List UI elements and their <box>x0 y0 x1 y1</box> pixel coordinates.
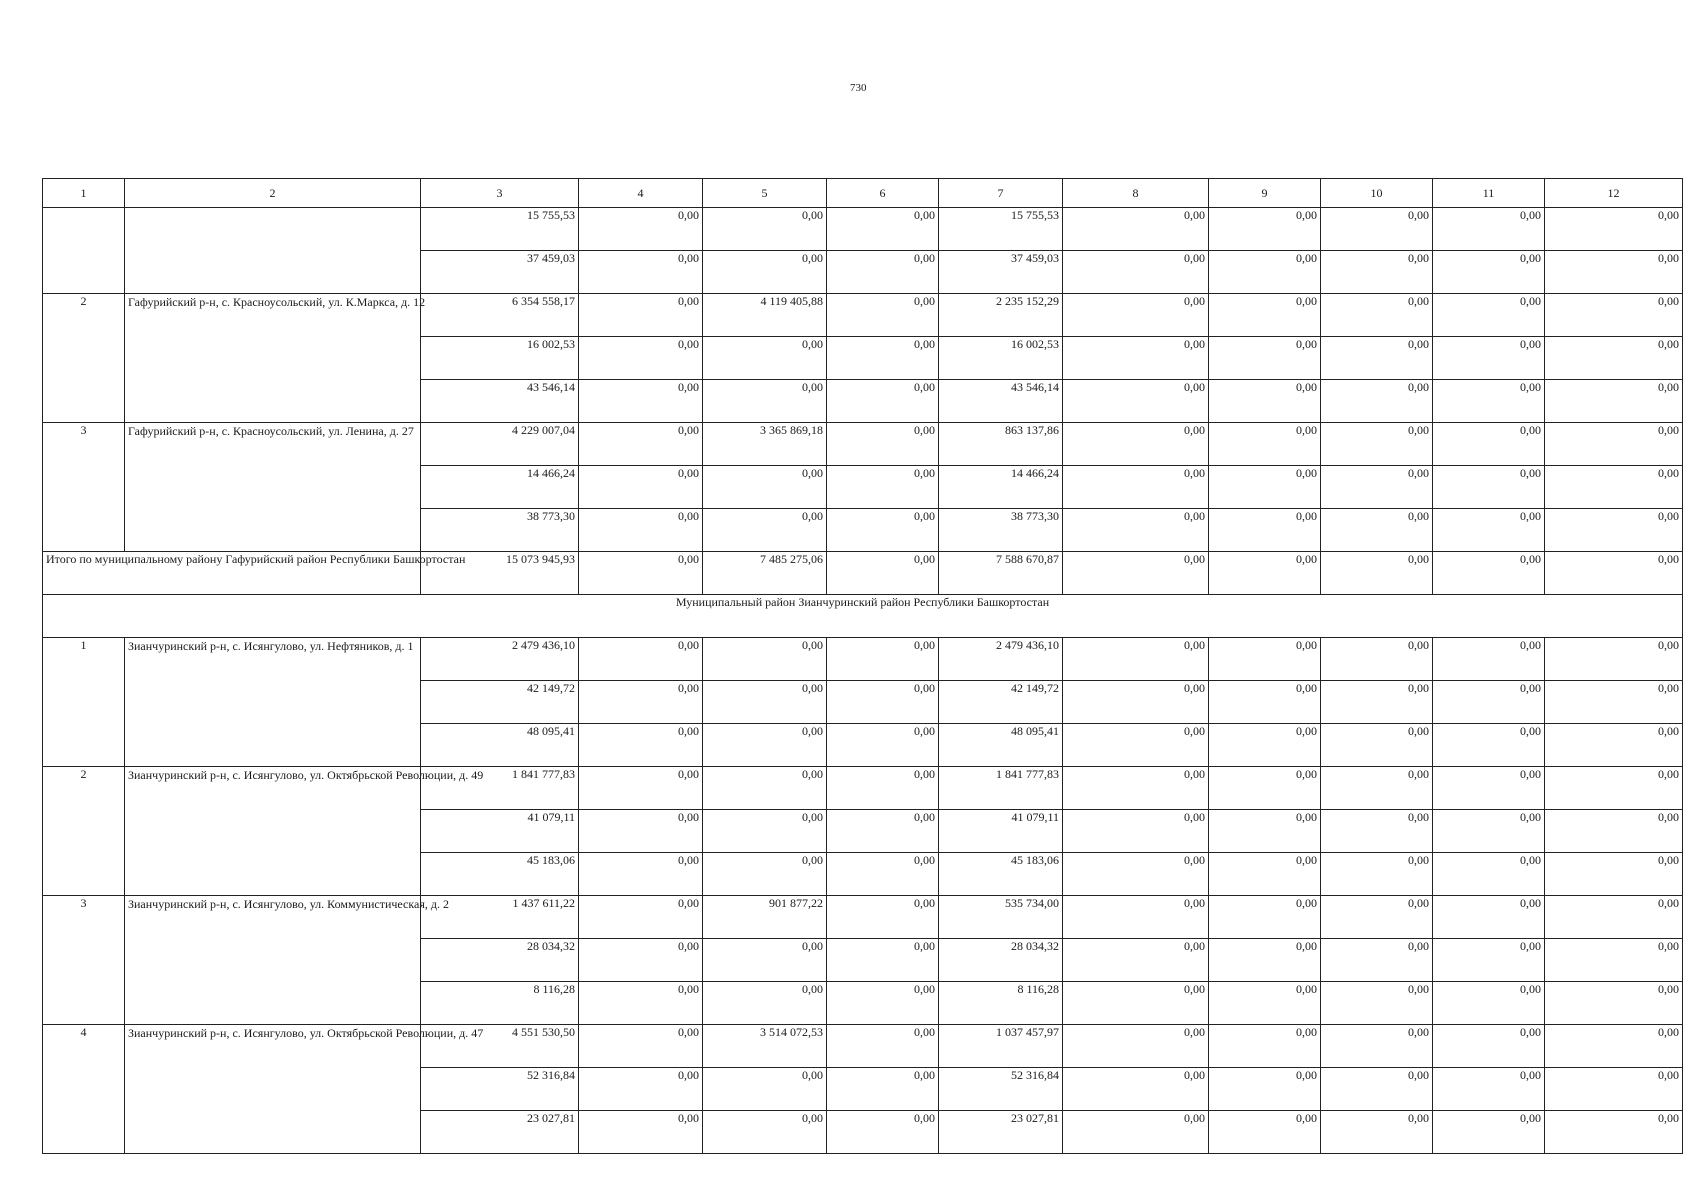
value-cell: 0,00 <box>1063 423 1209 466</box>
value-cell: 0,00 <box>1063 380 1209 423</box>
page-number: 730 <box>850 82 867 94</box>
data-table <box>42 178 1683 1154</box>
value-cell: 2 479 436,10 <box>421 638 579 681</box>
value-cell: 0,00 <box>1321 724 1433 767</box>
value-cell: 0,00 <box>827 767 939 810</box>
value-cell: 0,00 <box>1433 724 1545 767</box>
value-cell: 0,00 <box>827 638 939 681</box>
value-cell: 0,00 <box>1209 1068 1321 1111</box>
value-cell: 0,00 <box>827 982 939 1025</box>
value-cell: 863 137,86 <box>939 423 1063 466</box>
value-cell: 0,00 <box>703 853 827 896</box>
value-cell: 0,00 <box>1433 767 1545 810</box>
value-cell: 0,00 <box>1063 896 1209 939</box>
value-cell: 0,00 <box>703 810 827 853</box>
value-cell: 0,00 <box>1063 724 1209 767</box>
value-cell: 0,00 <box>827 1068 939 1111</box>
value-cell: 1 037 457,97 <box>939 1025 1063 1068</box>
total-value: 0,00 <box>1209 552 1321 595</box>
value-cell: 8 116,28 <box>421 982 579 1025</box>
total-value: 0,00 <box>1063 552 1209 595</box>
value-cell: 52 316,84 <box>939 1068 1063 1111</box>
value-cell: 0,00 <box>1545 767 1683 810</box>
row-index <box>43 208 125 294</box>
value-cell: 0,00 <box>1209 638 1321 681</box>
value-cell: 0,00 <box>1545 509 1683 552</box>
address-cell: Зианчуринский р-н, с. Исянгулово, ул. Октябрьской Революции, д. 47 <box>125 1025 421 1154</box>
value-cell: 0,00 <box>1321 509 1433 552</box>
section-title: Муниципальный район Зианчуринский район Республики Башкортостан <box>43 595 1683 638</box>
value-cell: 0,00 <box>1545 638 1683 681</box>
value-cell: 37 459,03 <box>421 251 579 294</box>
value-cell: 0,00 <box>1063 982 1209 1025</box>
value-cell: 0,00 <box>1545 681 1683 724</box>
value-cell: 0,00 <box>1321 208 1433 251</box>
value-cell: 0,00 <box>1545 853 1683 896</box>
value-cell: 6 354 558,17 <box>421 294 579 337</box>
value-cell: 0,00 <box>703 509 827 552</box>
value-cell: 0,00 <box>579 810 703 853</box>
value-cell: 0,00 <box>1433 337 1545 380</box>
value-cell: 0,00 <box>1321 380 1433 423</box>
value-cell: 14 466,24 <box>939 466 1063 509</box>
value-cell: 0,00 <box>1209 939 1321 982</box>
value-cell: 0,00 <box>1321 982 1433 1025</box>
value-cell: 0,00 <box>1545 208 1683 251</box>
value-cell: 0,00 <box>1063 681 1209 724</box>
value-cell: 0,00 <box>1433 380 1545 423</box>
value-cell: 2 479 436,10 <box>939 638 1063 681</box>
value-cell: 0,00 <box>579 1025 703 1068</box>
header-cell: 4 <box>579 179 703 208</box>
value-cell: 0,00 <box>1545 337 1683 380</box>
value-cell: 0,00 <box>579 509 703 552</box>
value-cell: 0,00 <box>1321 423 1433 466</box>
table-row <box>43 208 1683 251</box>
value-cell: 0,00 <box>1209 380 1321 423</box>
value-cell: 16 002,53 <box>421 337 579 380</box>
value-cell: 0,00 <box>827 208 939 251</box>
value-cell: 0,00 <box>1545 1068 1683 1111</box>
value-cell: 0,00 <box>827 423 939 466</box>
value-cell: 0,00 <box>579 853 703 896</box>
header-cell: 2 <box>125 179 421 208</box>
row-index: 2 <box>43 294 125 423</box>
value-cell: 0,00 <box>1321 1111 1433 1154</box>
value-cell: 0,00 <box>579 638 703 681</box>
value-cell: 0,00 <box>579 337 703 380</box>
value-cell: 0,00 <box>1433 853 1545 896</box>
header-cell: 1 <box>43 179 125 208</box>
value-cell: 0,00 <box>1545 1111 1683 1154</box>
value-cell: 0,00 <box>1063 251 1209 294</box>
header-cell: 6 <box>827 179 939 208</box>
value-cell: 0,00 <box>1321 1025 1433 1068</box>
value-cell: 4 229 007,04 <box>421 423 579 466</box>
value-cell: 45 183,06 <box>421 853 579 896</box>
value-cell: 0,00 <box>827 466 939 509</box>
total-value: 0,00 <box>827 552 939 595</box>
value-cell: 0,00 <box>1209 853 1321 896</box>
address-cell: Зианчуринский р-н, с. Исянгулово, ул. Октябрьской Революции, д. 49 <box>125 767 421 896</box>
value-cell: 0,00 <box>1063 466 1209 509</box>
value-cell: 42 149,72 <box>421 681 579 724</box>
value-cell: 0,00 <box>579 251 703 294</box>
value-cell: 0,00 <box>579 896 703 939</box>
value-cell: 0,00 <box>1433 982 1545 1025</box>
value-cell: 0,00 <box>703 638 827 681</box>
address-cell: Гафурийский р-н, с. Красноусольский, ул. К.Маркса, д. 12 <box>125 294 421 423</box>
value-cell: 37 459,03 <box>939 251 1063 294</box>
value-cell: 14 466,24 <box>421 466 579 509</box>
value-cell: 0,00 <box>1545 423 1683 466</box>
value-cell: 0,00 <box>1209 294 1321 337</box>
value-cell: 0,00 <box>827 896 939 939</box>
value-cell: 23 027,81 <box>939 1111 1063 1154</box>
value-cell: 0,00 <box>703 767 827 810</box>
value-cell: 0,00 <box>1545 294 1683 337</box>
value-cell: 4 551 530,50 <box>421 1025 579 1068</box>
value-cell: 0,00 <box>827 681 939 724</box>
value-cell: 0,00 <box>1321 681 1433 724</box>
value-cell: 0,00 <box>1433 1068 1545 1111</box>
value-cell: 0,00 <box>1063 939 1209 982</box>
value-cell: 1 437 611,22 <box>421 896 579 939</box>
value-cell: 0,00 <box>1321 1068 1433 1111</box>
table-row <box>43 294 1683 337</box>
value-cell: 0,00 <box>1433 1025 1545 1068</box>
value-cell: 3 514 072,53 <box>703 1025 827 1068</box>
value-cell: 8 116,28 <box>939 982 1063 1025</box>
value-cell: 901 877,22 <box>703 896 827 939</box>
value-cell: 535 734,00 <box>939 896 1063 939</box>
value-cell: 0,00 <box>579 208 703 251</box>
value-cell: 0,00 <box>703 939 827 982</box>
value-cell: 0,00 <box>1433 939 1545 982</box>
value-cell: 0,00 <box>1209 896 1321 939</box>
total-label: Итого по муниципальному району Гафурийский район Республики Башкортостан <box>43 552 421 595</box>
value-cell: 16 002,53 <box>939 337 1063 380</box>
value-cell: 0,00 <box>703 337 827 380</box>
value-cell: 0,00 <box>1545 724 1683 767</box>
row-index: 1 <box>43 638 125 767</box>
value-cell: 52 316,84 <box>421 1068 579 1111</box>
value-cell: 0,00 <box>1063 767 1209 810</box>
value-cell: 0,00 <box>1063 638 1209 681</box>
value-cell: 0,00 <box>1433 294 1545 337</box>
value-cell: 41 079,11 <box>421 810 579 853</box>
value-cell: 0,00 <box>1209 1111 1321 1154</box>
value-cell: 0,00 <box>1321 767 1433 810</box>
value-cell: 0,00 <box>579 982 703 1025</box>
value-cell: 0,00 <box>1545 896 1683 939</box>
table-row <box>43 423 1683 466</box>
table-row <box>43 767 1683 810</box>
value-cell: 0,00 <box>1321 466 1433 509</box>
total-value: 15 073 945,93 <box>421 552 579 595</box>
value-cell: 0,00 <box>1321 251 1433 294</box>
value-cell: 0,00 <box>1545 939 1683 982</box>
value-cell: 0,00 <box>1209 466 1321 509</box>
value-cell: 42 149,72 <box>939 681 1063 724</box>
value-cell: 38 773,30 <box>421 509 579 552</box>
address-cell: Зианчуринский р-н, с. Исянгулово, ул. Нефтяников, д. 1 <box>125 638 421 767</box>
value-cell: 0,00 <box>1063 1025 1209 1068</box>
table-row <box>43 896 1683 939</box>
value-cell: 0,00 <box>1209 982 1321 1025</box>
value-cell: 0,00 <box>1209 810 1321 853</box>
value-cell: 1 841 777,83 <box>939 767 1063 810</box>
value-cell: 0,00 <box>1545 982 1683 1025</box>
value-cell: 0,00 <box>703 1111 827 1154</box>
value-cell: 0,00 <box>579 724 703 767</box>
header-cell: 5 <box>703 179 827 208</box>
header-row <box>43 179 1683 208</box>
value-cell: 4 119 405,88 <box>703 294 827 337</box>
value-cell: 0,00 <box>579 423 703 466</box>
value-cell: 0,00 <box>1321 294 1433 337</box>
value-cell: 0,00 <box>1321 853 1433 896</box>
value-cell: 41 079,11 <box>939 810 1063 853</box>
value-cell: 0,00 <box>1209 1025 1321 1068</box>
value-cell: 48 095,41 <box>939 724 1063 767</box>
row-index: 3 <box>43 423 125 552</box>
total-value: 0,00 <box>1321 552 1433 595</box>
value-cell: 0,00 <box>1433 251 1545 294</box>
header-cell: 11 <box>1433 179 1545 208</box>
value-cell: 0,00 <box>1209 208 1321 251</box>
value-cell: 0,00 <box>1433 810 1545 853</box>
value-cell: 0,00 <box>1209 337 1321 380</box>
value-cell: 0,00 <box>1321 810 1433 853</box>
value-cell: 2 235 152,29 <box>939 294 1063 337</box>
value-cell: 3 365 869,18 <box>703 423 827 466</box>
header-cell: 8 <box>1063 179 1209 208</box>
value-cell: 0,00 <box>1433 638 1545 681</box>
value-cell: 0,00 <box>827 294 939 337</box>
row-index: 4 <box>43 1025 125 1154</box>
value-cell: 0,00 <box>1063 810 1209 853</box>
value-cell: 0,00 <box>827 724 939 767</box>
value-cell: 0,00 <box>1545 466 1683 509</box>
value-cell: 0,00 <box>1063 208 1209 251</box>
value-cell: 0,00 <box>827 337 939 380</box>
value-cell: 0,00 <box>1321 638 1433 681</box>
value-cell: 0,00 <box>1063 853 1209 896</box>
value-cell: 0,00 <box>1545 251 1683 294</box>
value-cell: 0,00 <box>1063 1068 1209 1111</box>
value-cell: 0,00 <box>703 1068 827 1111</box>
value-cell: 0,00 <box>1321 896 1433 939</box>
value-cell: 0,00 <box>1545 380 1683 423</box>
value-cell: 0,00 <box>703 466 827 509</box>
value-cell: 0,00 <box>1433 896 1545 939</box>
value-cell: 0,00 <box>1063 509 1209 552</box>
value-cell: 0,00 <box>827 853 939 896</box>
total-value: 0,00 <box>1545 552 1683 595</box>
value-cell: 0,00 <box>1209 423 1321 466</box>
value-cell: 28 034,32 <box>939 939 1063 982</box>
table-body <box>43 208 1683 1154</box>
value-cell: 0,00 <box>827 939 939 982</box>
value-cell: 0,00 <box>1545 1025 1683 1068</box>
value-cell: 0,00 <box>1433 208 1545 251</box>
value-cell: 0,00 <box>1209 724 1321 767</box>
value-cell: 0,00 <box>1433 423 1545 466</box>
value-cell: 45 183,06 <box>939 853 1063 896</box>
value-cell: 0,00 <box>703 251 827 294</box>
header-cell: 3 <box>421 179 579 208</box>
value-cell: 15 755,53 <box>421 208 579 251</box>
header-cell: 10 <box>1321 179 1433 208</box>
value-cell: 0,00 <box>579 466 703 509</box>
total-value: 7 588 670,87 <box>939 552 1063 595</box>
value-cell: 0,00 <box>827 509 939 552</box>
row-index: 3 <box>43 896 125 1025</box>
value-cell: 15 755,53 <box>939 208 1063 251</box>
value-cell: 0,00 <box>579 294 703 337</box>
value-cell: 43 546,14 <box>421 380 579 423</box>
value-cell: 0,00 <box>1433 509 1545 552</box>
value-cell: 0,00 <box>827 1111 939 1154</box>
value-cell: 0,00 <box>1433 1111 1545 1154</box>
value-cell: 0,00 <box>1433 681 1545 724</box>
value-cell: 0,00 <box>579 767 703 810</box>
value-cell: 0,00 <box>1321 337 1433 380</box>
header-cell: 7 <box>939 179 1063 208</box>
value-cell: 0,00 <box>1209 251 1321 294</box>
value-cell: 0,00 <box>579 380 703 423</box>
value-cell: 38 773,30 <box>939 509 1063 552</box>
row-index: 2 <box>43 767 125 896</box>
value-cell: 0,00 <box>1063 294 1209 337</box>
total-row <box>43 552 1683 595</box>
value-cell: 0,00 <box>579 1111 703 1154</box>
address-cell: Зианчуринский р-н, с. Исянгулово, ул. Коммунистическая, д. 2 <box>125 896 421 1025</box>
value-cell: 0,00 <box>827 380 939 423</box>
section-row <box>43 595 1683 638</box>
total-value: 7 485 275,06 <box>703 552 827 595</box>
value-cell: 0,00 <box>579 939 703 982</box>
header-cell: 9 <box>1209 179 1321 208</box>
total-value: 0,00 <box>1433 552 1545 595</box>
value-cell: 48 095,41 <box>421 724 579 767</box>
table-row <box>43 1025 1683 1068</box>
value-cell: 1 841 777,83 <box>421 767 579 810</box>
value-cell: 0,00 <box>827 251 939 294</box>
value-cell: 0,00 <box>703 724 827 767</box>
value-cell: 28 034,32 <box>421 939 579 982</box>
value-cell: 0,00 <box>1063 1111 1209 1154</box>
value-cell: 0,00 <box>703 681 827 724</box>
value-cell: 0,00 <box>579 1068 703 1111</box>
value-cell: 0,00 <box>827 1025 939 1068</box>
table-row <box>43 638 1683 681</box>
value-cell: 43 546,14 <box>939 380 1063 423</box>
value-cell: 0,00 <box>703 208 827 251</box>
header-cell: 12 <box>1545 179 1683 208</box>
value-cell: 0,00 <box>1209 767 1321 810</box>
value-cell: 0,00 <box>1063 337 1209 380</box>
value-cell: 0,00 <box>1545 810 1683 853</box>
total-value: 0,00 <box>579 552 703 595</box>
value-cell: 0,00 <box>1433 466 1545 509</box>
value-cell: 23 027,81 <box>421 1111 579 1154</box>
value-cell: 0,00 <box>703 982 827 1025</box>
value-cell: 0,00 <box>1209 509 1321 552</box>
value-cell: 0,00 <box>579 681 703 724</box>
value-cell: 0,00 <box>703 380 827 423</box>
value-cell: 0,00 <box>1209 681 1321 724</box>
address-cell: Гафурийский р-н, с. Красноусольский, ул. Ленина, д. 27 <box>125 423 421 552</box>
value-cell: 0,00 <box>827 810 939 853</box>
value-cell: 0,00 <box>1321 939 1433 982</box>
address-cell <box>125 208 421 294</box>
